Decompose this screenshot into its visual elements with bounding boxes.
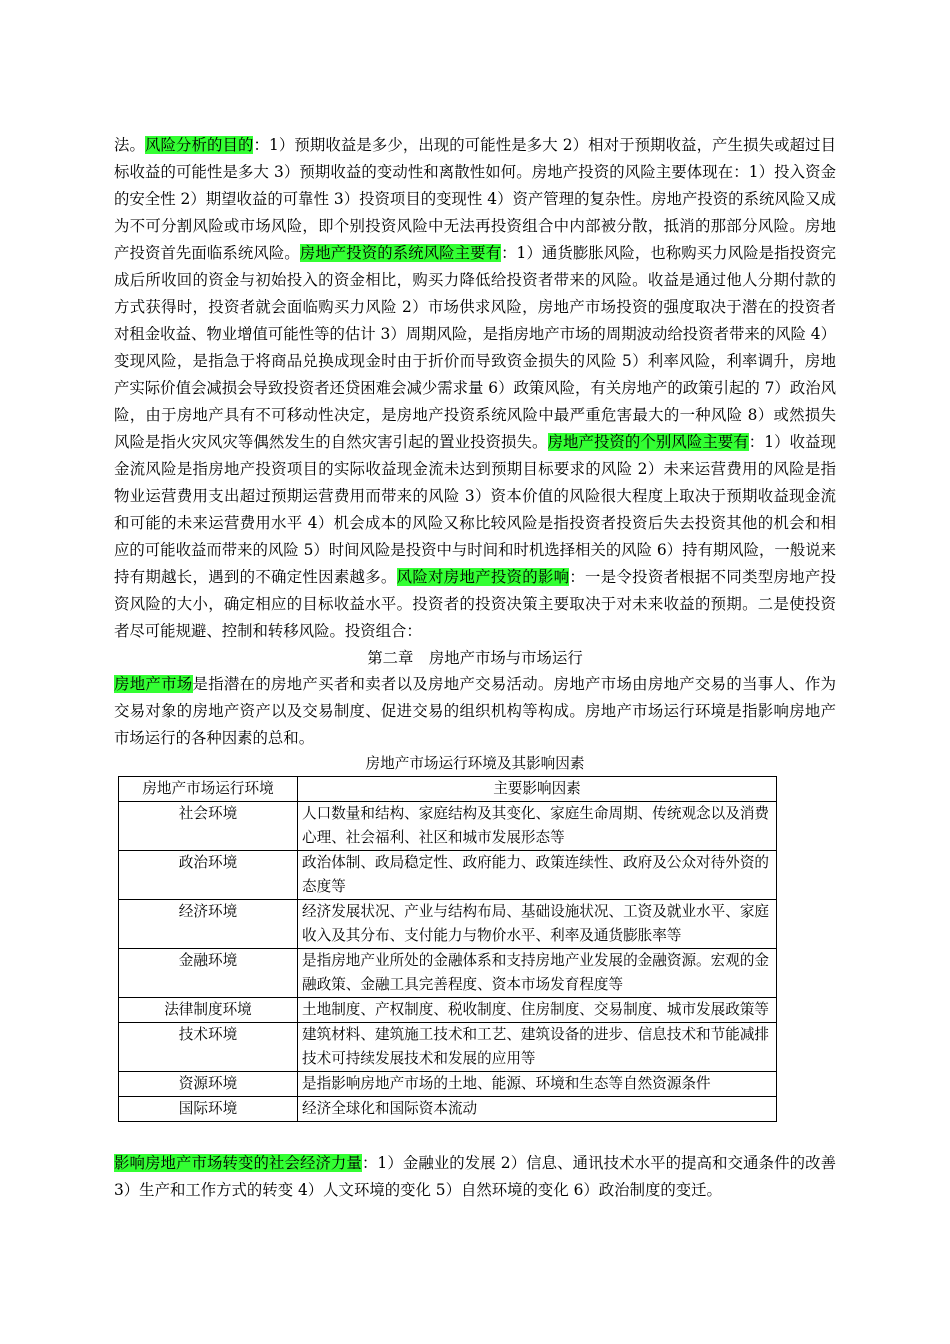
table-cell-env: 资源环境: [119, 1072, 298, 1097]
table-cell-factors: 是指影响房地产市场的土地、能源、环境和生态等自然资源条件: [298, 1072, 777, 1097]
paragraph-text: ：一是令投资者根据不同类型房地产投资风险的大小，确定相应的目标收益水平。投资者的投资决策主要取决于对未来收益的预期。二是使投资者尽可能规避、控制和转移风险。投资组合：: [114, 568, 836, 640]
table-row: [119, 1072, 777, 1097]
table-cell-factors: 经济发展状况、产业与结构布局、基础设施状况、工资及就业水平、家庭收入及其分布、支付能力与物价水平、利率及通货膨胀率等: [298, 900, 777, 949]
table-cell-factors: 是指房地产业所处的金融体系和支持房地产业发展的金融资源。宏观的金融政策、金融工具完善程度、资本市场发育程度等: [298, 949, 777, 998]
paragraph-text: 是指潜在的房地产买者和卖者以及房地产交易活动。房地产市场由房地产交易的当事人、作为交易对象的房地产资产以及交易制度、促进交易的组织机构等构成。房地产市场运行环境是指影响房地产市场运行的各种因素的总和。: [114, 675, 836, 747]
table-row: [119, 949, 777, 998]
table-row: [119, 851, 777, 900]
paragraph-text: ：1）收益现金流风险是指房地产投资项目的实际收益现金流未达到预期目标要求的风险 2）未来运营费用的风险是指物业运营费用支出超过预期运营费用而带来的风险 3）资本价值的风险很大程度上取决于预期收益现金流和可能的未来运营费用水平 4）机会成本的风险又称比较风险是指投资者投资后失去投资其他的机会和相应的可能收益而带来的风险 5）时间风险是投资中与时间和时机选择相关的风险 6）持有期风险，一般说来持有期越长，遇到的不确定性因素越多。: [114, 433, 836, 586]
paragraph-text: ：1）金融业的发展 2）信息、通讯技术水平的提高和交通条件的改善 3）生产和工作方式的转变 4）人文环境的变化 5）自然环境的变化 6）政治制度的变迁。: [114, 1154, 836, 1199]
spacer: [114, 1122, 836, 1150]
environment-factors-table: [118, 776, 777, 1122]
table-row: [119, 1023, 777, 1072]
table-cell-env: 技术环境: [119, 1023, 298, 1072]
highlighted-term: 房地产投资的个别风险主要有: [547, 433, 749, 451]
table-cell-env: 金融环境: [119, 949, 298, 998]
paragraph-socioeconomic-forces: [114, 1150, 836, 1204]
highlighted-term: 影响房地产市场转变的社会经济力量: [114, 1154, 362, 1172]
paragraph-market-definition: [114, 671, 836, 752]
table-header-env: 房地产市场运行环境: [119, 777, 298, 802]
highlighted-term: 房地产市场: [114, 675, 193, 693]
table-cell-factors: 土地制度、产权制度、税收制度、住房制度、交易制度、城市发展政策等: [298, 998, 777, 1023]
table-cell-env: 法律制度环境: [119, 998, 298, 1023]
highlighted-term: 房地产投资的系统风险主要有: [299, 244, 502, 262]
table-row: [119, 900, 777, 949]
paragraph-text: ：1）通货膨胀风险，也称购买力风险是指投资完成后所收回的资金与初始投入的资金相比，购买力降低给投资者带来的风险。收益是通过他人分期付款的方式获得时，投资者就会面临购买力风险 2）市场供求风险，房地产市场投资的强度取决于潜在的投资者对租金收益、物业增值可能性等的估计 3）周期风险，是指房地产市场的周期波动给投资者带来的风险 4）变现风险，是指急于将商品兑换成现金时由于折价而导致资金损失的风险 5）利率风险，利率调升，房地产实际价值会减损会导致投资者还贷困难会减少需求量 6）政策风险，有关房地产的政策引起的 7）政治风险，由于房地产具有不可移动性决定，是房地产投资系统风险中最严重危害最大的一种风险 8）或然损失风险是指火灾风灾等偶然发生的自然灾害引起的置业投资损失。: [114, 244, 836, 451]
table-cell-factors: 人口数量和结构、家庭结构及其变化、家庭生命周期、传统观念以及消费心理、社会福利、社区和城市发展形态等: [298, 802, 777, 851]
paragraph-text: 法。: [114, 136, 145, 154]
table-row: [119, 1097, 777, 1122]
paragraph-text: ：1）预期收益是多少，出现的可能性是多大 2）相对于预期收益，产生损失或超过目标收益的可能性是多大 3）预期收益的变动性和离散性如何。房地产投资的风险主要体现在：1）投入资金的安全性 2）期望收益的可靠性 3）投资项目的变现性 4）资产管理的复杂性。房地产投资的系统风险又成为不可分割风险或市场风险，即个别投资风险中无法再投资组合中内部被分散，抵消的那部分风险。房地产投资首先面临系统风险。: [114, 136, 836, 262]
table-cell-env: 政治环境: [119, 851, 298, 900]
table-header-row: [119, 777, 777, 802]
table-cell-env: 国际环境: [119, 1097, 298, 1122]
chapter-title: 第二章 房地产市场与市场运行: [367, 649, 583, 667]
table-cell-factors: 政治体制、政局稳定性、政府能力、政策连续性、政府及公众对待外资的态度等: [298, 851, 777, 900]
table-cell-factors: 建筑材料、建筑施工技术和工艺、建筑设备的进步、信息技术和节能减排技术可持续发展技术和发展的应用等: [298, 1023, 777, 1072]
table-cell-env: 经济环境: [119, 900, 298, 949]
table-row: [119, 998, 777, 1023]
table-row: [119, 802, 777, 851]
highlighted-term: 风险分析的目的: [145, 136, 254, 154]
document-page: [114, 132, 836, 1204]
paragraph-risk-analysis: [114, 132, 836, 645]
table-title: 房地产市场运行环境及其影响因素: [365, 755, 585, 772]
table-header-factors: 主要影响因素: [298, 777, 777, 802]
table-cell-env: 社会环境: [119, 802, 298, 851]
table-cell-factors: 经济全球化和国际资本流动: [298, 1097, 777, 1122]
highlighted-term: 风险对房地产投资的影响: [396, 568, 570, 586]
